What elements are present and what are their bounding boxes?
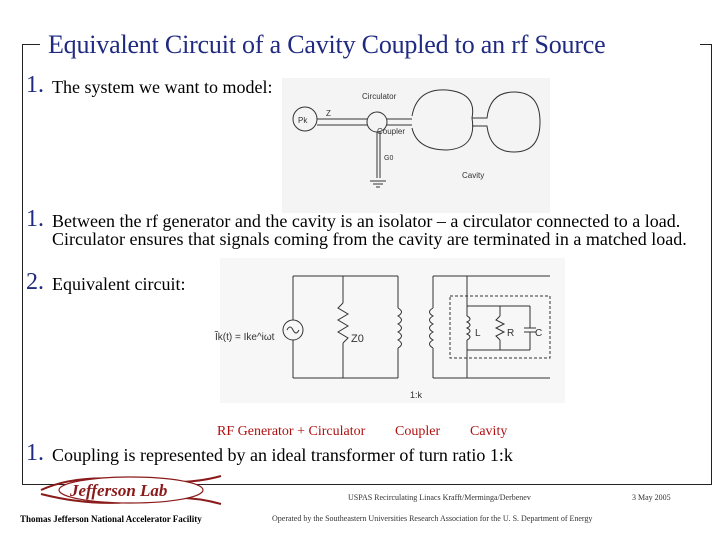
line-label: Z: [326, 109, 331, 118]
frame-top-left: [22, 44, 42, 45]
bullet-text: The system we want to model:: [52, 77, 273, 97]
label-cavity: Cavity: [470, 424, 508, 439]
R-label: R: [507, 328, 515, 339]
bullet-number: 1.: [26, 206, 44, 232]
bullet-number: 2.: [26, 269, 44, 295]
system-diagram: [282, 78, 550, 213]
label-coupler: Coupler: [395, 424, 441, 439]
bullet-number: 1.: [26, 72, 44, 98]
logo-text: Jefferson Lab: [70, 481, 168, 500]
z0-label: Z0: [351, 333, 364, 345]
source-label: Pk: [298, 116, 308, 125]
frame-right: [711, 44, 712, 484]
circulator-label: Circulator: [362, 92, 397, 101]
C-label: C: [535, 328, 543, 339]
bullet-text: Coupling is represented by an ideal transformer of turn ratio 1:k: [52, 445, 513, 465]
equivalent-circuit: [205, 258, 565, 418]
label-generator: RF Generator + Circulator: [217, 424, 366, 439]
ratio-label: 1:k: [410, 390, 423, 400]
diagram-background: [282, 78, 550, 213]
load-label: G0: [384, 155, 394, 162]
source-label: Ĩk(t) = Ike^iωt: [215, 332, 275, 343]
frame-left: [22, 44, 23, 484]
page-title: Equivalent Circuit of a Cavity Coupled to an rf Source: [40, 30, 700, 60]
cavity-label: Cavity: [462, 171, 485, 180]
bullet-text: Equivalent circuit:: [52, 274, 186, 294]
jefferson-lab-logo: [36, 470, 226, 510]
footer-facility: Thomas Jefferson National Accelerator Facility: [20, 514, 202, 524]
bullet-text: Between the rf generator and the cavity is an isolator – a circulator connected to a load. Circulator ensures that signals coming from the cavity are terminated in a matched load.: [52, 211, 687, 249]
bullet-number: 1.: [26, 440, 44, 466]
coupler-label: Coupler: [377, 127, 406, 136]
footer-date: 3 May 2005: [632, 493, 671, 502]
footer-course: USPAS Recirculating Linacs Krafft/Merminga/Derbenev: [348, 493, 531, 502]
footer-operated: Operated by the Southeastern Universities Research Association for the U. S. Department of Energy: [272, 514, 593, 523]
L-label: L: [475, 328, 481, 339]
